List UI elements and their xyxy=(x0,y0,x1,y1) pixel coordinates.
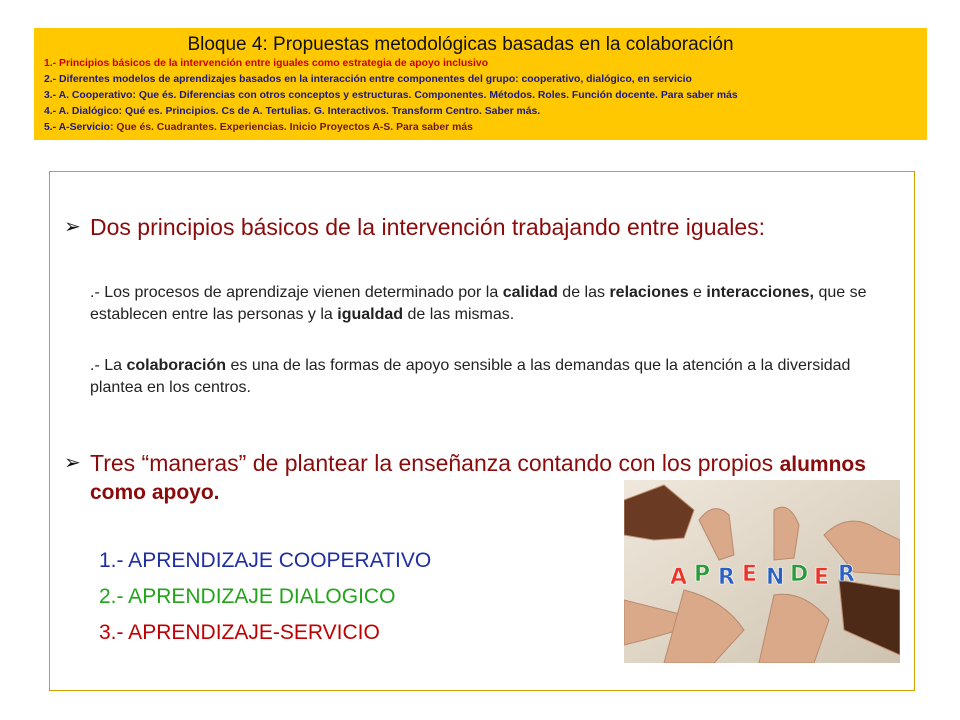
outline-item-5 xyxy=(44,120,917,136)
hands-aprender-photo xyxy=(624,480,900,663)
letter-tile: R xyxy=(838,562,855,587)
bullet-three-ways-part-1: Tres “maneras” de plantear la enseñanza contando con los propios xyxy=(90,450,780,476)
letter-tile: P xyxy=(694,562,711,587)
block-title: Bloque 4: Propuestas metodológicas basadas en la colaboración xyxy=(187,34,734,55)
p2-text-1: .- La xyxy=(90,357,127,374)
letter-tile: E xyxy=(814,565,830,590)
outline-item-5-text: : Que és. Cuadrantes. Experiencias. Inicio Proyectos A-S. Para saber más xyxy=(110,122,473,133)
letter-tile: A xyxy=(670,565,688,590)
letter-tile: E xyxy=(742,562,758,587)
p1-bold-igualdad: igualdad xyxy=(337,306,404,323)
arrow-bullet-icon: ➢ xyxy=(64,216,81,238)
p2-bold-colaboracion: colaboración xyxy=(126,357,227,374)
p2-text-2: es una de las formas de apoyo sensible a las demandas que la atención a la diversidad plantea en los centros. xyxy=(90,357,851,396)
item-cooperative: 1.- APRENDIZAJE COOPERATIVO xyxy=(99,549,432,572)
item-dialogic: 2.- APRENDIZAJE DIALOGICO xyxy=(99,585,396,608)
p1-text-5: de las mismas. xyxy=(403,306,515,323)
p1-text-4: que se establecen entre las personas y la xyxy=(90,284,867,323)
p1-bold-relaciones: relaciones xyxy=(609,284,689,301)
p1-bold-calidad: calidad xyxy=(502,284,558,301)
outline-item-4: 4.- A. Dialógico: Qué es. Principios. Cs de A. Tertulias. G. Interactivos. Transform Centro. Saber más. xyxy=(44,106,541,117)
p1-text-1: .- Los procesos de aprendizaje vienen determinado por la xyxy=(90,284,503,301)
header-banner xyxy=(34,28,927,140)
bullet-principles-text: Dos principios básicos de la intervención trabajando entre iguales: xyxy=(90,214,766,240)
p1-text-2: de las xyxy=(557,284,610,301)
letter-tile: R xyxy=(718,565,735,590)
p1-text-3: e xyxy=(688,284,707,301)
letter-tile: N xyxy=(766,565,785,590)
bullet-three-ways-part-2: alumnos como apoyo. xyxy=(90,453,866,504)
paragraph-quality xyxy=(90,282,905,326)
bullet-principles xyxy=(64,214,765,240)
paragraph-collaboration xyxy=(90,355,905,399)
letter-tile: D xyxy=(790,562,809,587)
p1-bold-interacciones: interacciones, xyxy=(706,284,814,301)
outline-item-5-label: 5.- A-Servicio xyxy=(44,122,111,133)
outline-item-2: 2.- Diferentes modelos de aprendizajes basados en la interacción entre componentes del grupo: cooperativo, dialógico, en servicio xyxy=(44,74,692,85)
item-service: 3.- APRENDIZAJE-SERVICIO xyxy=(99,621,380,644)
outline-item-3: 3.- A. Cooperativo: Que és. Diferencias con otros conceptos y estructuras. Componentes. Métodos. Roles. Función docente. Para saber más xyxy=(44,90,738,101)
arrow-bullet-icon: ➢ xyxy=(64,452,81,474)
outline-item-1: 1.- Principios básicos de la intervención entre iguales como estrategia de apoyo inclusivo xyxy=(44,58,489,69)
